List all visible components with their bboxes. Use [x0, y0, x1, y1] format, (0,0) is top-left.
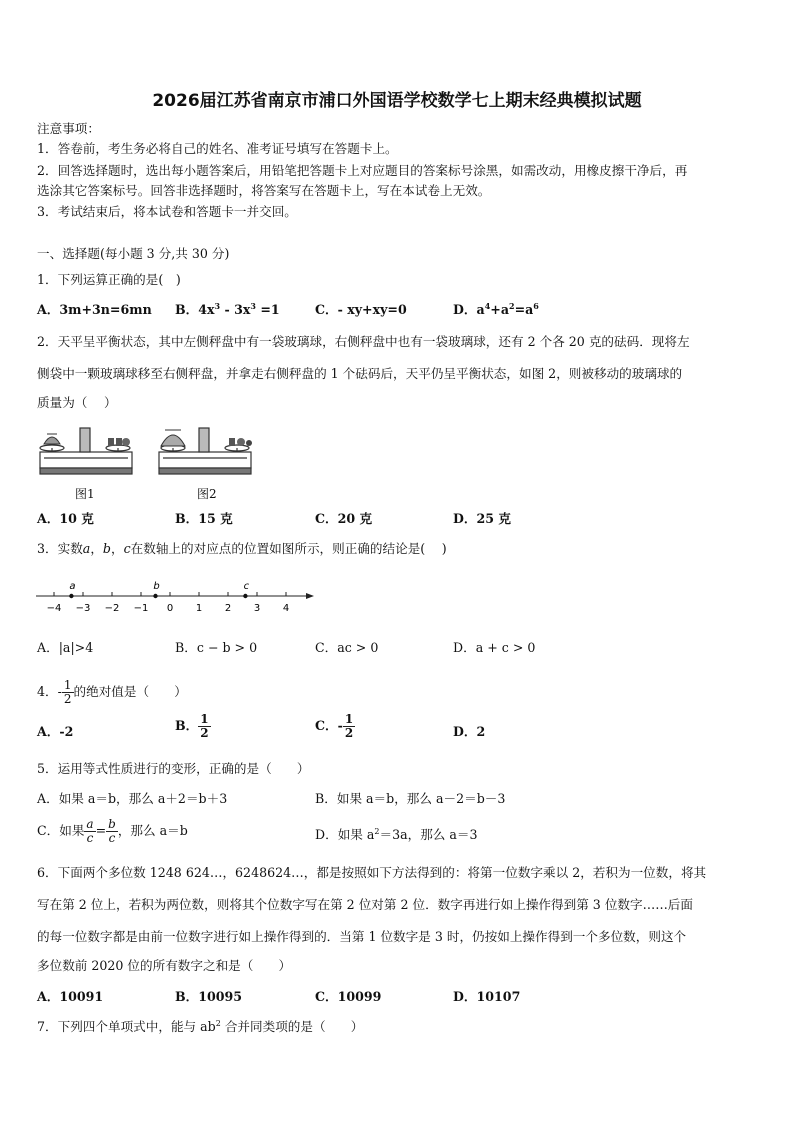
q5-option-a: A．如果 a＝b，那么 a＋2＝b＋3	[37, 791, 228, 806]
number-line-point-b	[153, 594, 157, 598]
number-line-tick-label: −2	[104, 603, 120, 614]
number-line-point-a	[69, 594, 73, 598]
q3-option-c: C．ac > 0	[315, 640, 379, 655]
number-line-tick-label: 3	[253, 603, 261, 614]
number-line-point-label-a: a	[69, 581, 76, 592]
q1-option-a: A．3m+3n=6mn	[37, 302, 152, 317]
balance-figure-1	[36, 420, 136, 482]
q3-option-d: D．a + c > 0	[453, 640, 536, 655]
number-line-point-c	[243, 594, 247, 598]
q6-option-a: A．10091	[37, 989, 104, 1004]
q3-option-a: A．|a|>4	[37, 640, 94, 655]
q2-line-3: 质量为（ ）	[37, 395, 117, 410]
number-line-tick-label: 1	[195, 603, 203, 614]
number-line-tick-label: −1	[133, 603, 149, 614]
q4-option-c: C．- $\frac{1}{2}$	[315, 712, 354, 740]
q5-option-b: B．如果 a＝b，那么 a－2＝b－3	[315, 791, 506, 806]
number-line-tick-label: −4	[46, 603, 62, 614]
number-line-point-label-b: b	[153, 581, 160, 592]
number-line-point-label-c: c	[243, 581, 250, 592]
q6-line-2: 写在第 2 位上，若积为两位数，则将其个位数字写在第 2 位对第 2 位．数字再进行如上操作得到第 3 位数字……后面	[37, 897, 693, 912]
q4-option-d: D．2	[453, 724, 486, 739]
exam-title: 2026届江苏省南京市浦口外国语学校数学七上期末经典模拟试题	[152, 91, 642, 111]
balance-figure-2	[155, 420, 255, 482]
number-line-tick-label: 0	[166, 603, 174, 614]
notice-heading: 注意事项：	[37, 121, 100, 136]
figure-1-caption: 图1	[75, 487, 95, 501]
notice-item-3: 3．考试结束后，将本试卷和答题卡一并交回。	[37, 204, 297, 219]
q2-line-1: 2．天平呈平衡状态，其中左侧秤盘中有一袋玻璃球，右侧秤盘中也有一袋玻璃球，还有 2 个各 20 克的砝码．现将左	[37, 334, 690, 349]
notice-item-2: 2．回答选择题时，选出每小题答案后，用铅笔把答题卡上对应题目的答案标号涂黑，如需改动，用橡皮擦干净后，再	[37, 163, 688, 178]
number-line-tick-label: −3	[75, 603, 91, 614]
q3-option-b: B．c − b > 0	[175, 640, 258, 655]
section-heading: 一、选择题(每小题 3 分,共 30 分)	[37, 246, 230, 261]
q5-option-d: D．如果 $a^2=3a$，那么 a＝3	[315, 827, 478, 842]
figure-2-caption: 图2	[197, 487, 217, 501]
q7-stem: 7．下列四个单项式中，能与 $ab^2$ 合并同类项的是（ ）	[37, 1019, 364, 1034]
q6-option-b: B．10095	[175, 989, 243, 1004]
q1-stem: 1．下列运算正确的是( )	[37, 272, 181, 287]
q6-option-c: C．10099	[315, 989, 382, 1004]
q2-option-c: C．20 克	[315, 511, 373, 526]
number-line-tick-label: 2	[224, 603, 232, 614]
q5-option-c: C．如果 $\frac{a}{c}$ = $\frac{b}{c}$ ，那么 a＝b	[37, 817, 188, 845]
q2-line-2: 侧袋中一颗玻璃球移至右侧秤盘，并拿走右侧秤盘的 1 个砝码后，天平仍呈平衡状态，如图 2，则被移动的玻璃球的	[37, 366, 683, 381]
number-line	[36, 578, 326, 618]
number-line-tick-label: 4	[282, 603, 290, 614]
q4-stem: 4．- $\frac{1}{2}$ 的绝对值是（ ）	[37, 678, 187, 706]
q6-option-d: D．10107	[453, 989, 521, 1004]
q3-stem: 3．实数a，b，c在数轴上的对应点的位置如图所示，则正确的结论是( )	[37, 541, 447, 556]
q1-option-b: B．$4x^3 - 3x^3 =1$	[175, 301, 280, 317]
notice-item-1: 1．答卷前，考生务必将自己的姓名、准考证号填写在答题卡上。	[37, 141, 398, 156]
q6-line-3: 的每一位数字都是由前一位数字进行如上操作得到的．当第 1 位数字是 3 时，仍按如上操作得到一个多位数，则这个	[37, 929, 687, 944]
q2-option-b: B．15 克	[175, 511, 233, 526]
q6-line-1: 6．下面两个多位数 1248 624…，6248624…，都是按照如下方法得到的：将第一位数字乘以 2，若积为一位数，将其	[37, 865, 707, 880]
q1-option-c: C．- xy+xy=0	[315, 302, 407, 317]
q1-option-d: D．$a^4+a^2=a^6$	[453, 301, 539, 317]
q4-fraction: $\frac{1}{2}$	[63, 678, 72, 706]
q4-option-a: A．-2	[37, 724, 74, 739]
notice-item-2-cont: 选涂其它答案标号。回答非选择题时，将答案写在答题卡上，写在本试卷上无效。	[37, 183, 491, 198]
q2-option-a: A．10 克	[37, 511, 94, 526]
q2-option-d: D．25 克	[453, 511, 512, 526]
q6-line-4: 多位数前 2020 位的所有数字之和是（ ）	[37, 958, 292, 973]
q5-stem: 5．运用等式性质进行的变形，正确的是（ ）	[37, 761, 310, 776]
q4-option-b: B． $\frac{1}{2}$	[175, 712, 209, 740]
